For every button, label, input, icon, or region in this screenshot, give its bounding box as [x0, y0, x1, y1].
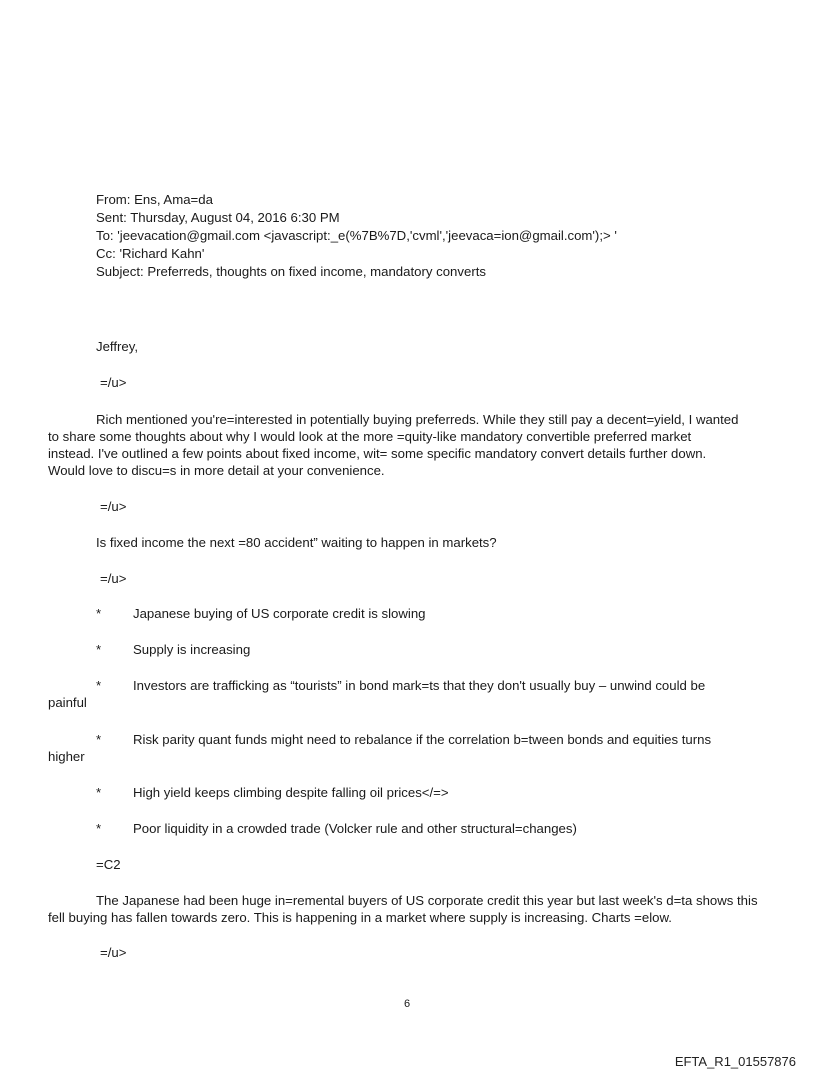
paragraph-line: to share some thoughts about why I would look at the more =quity-like mandatory convertible preferred market [48, 429, 692, 444]
encoding-artifact: =C2 [96, 857, 121, 872]
email-sent: Sent: Thursday, August 04, 2016 6:30 PM [96, 210, 340, 225]
bullet-item-wrap: painful [48, 695, 87, 710]
encoding-artifact: =/u> [100, 499, 127, 514]
email-cc: Cc: 'Richard Kahn' [96, 246, 205, 261]
paragraph-line: Would love to discu=s in more detail at your convenience. [48, 463, 385, 478]
bullet-marker: * [96, 732, 102, 747]
email-subject: Subject: Preferreds, thoughts on fixed income, mandatory converts [96, 264, 486, 279]
bullet-item-wrap: higher [48, 749, 85, 764]
document-id: EFTA_R1_01557876 [674, 1054, 796, 1069]
bullet-item: High yield keeps climbing despite falling oil prices</=> [133, 785, 449, 800]
paragraph-line: Rich mentioned you're=interested in potentially buying preferreds. While they still pay a decent=yield, I wanted [96, 412, 739, 427]
bullet-marker: * [96, 785, 102, 800]
bullet-item: Japanese buying of US corporate credit is slowing [133, 606, 426, 621]
bullet-marker: * [96, 821, 102, 836]
bullet-marker: * [96, 642, 102, 657]
bullet-item: Risk parity quant funds might need to rebalance if the correlation b=tween bonds and equities turns [133, 732, 712, 747]
email-to: To: 'jeevacation@gmail.com <javascript:_e(%7B%7D,'cvml','jeevaca=ion@gmail.com');> ' [96, 228, 617, 243]
greeting: Jeffrey, [96, 339, 139, 354]
question-heading: Is fixed income the next =80 accident” waiting to happen in markets? [96, 535, 497, 550]
paragraph-line: instead. I've outlined a few points about fixed income, wit= some specific mandatory convert details further down. [48, 446, 707, 461]
email-from: From: Ens, Ama=da [96, 192, 213, 207]
bullet-item: Investors are trafficking as “tourists” in bond mark=ts that they don't usually buy – unwind could be [133, 678, 706, 693]
encoding-artifact: =/u> [100, 375, 127, 390]
encoding-artifact: =/u> [100, 945, 127, 960]
bullet-marker: * [96, 678, 102, 693]
bullet-marker: * [96, 606, 102, 621]
bullet-item: Supply is increasing [133, 642, 251, 657]
bullet-item: Poor liquidity in a crowded trade (Volcker rule and other structural=changes) [133, 821, 577, 836]
paragraph-line: fell buying has fallen towards zero. This is happening in a market where supply is increasing. Charts =elow. [48, 910, 672, 925]
page-number: 6 [404, 998, 411, 1010]
paragraph-line: The Japanese had been huge in=remental buyers of US corporate credit this year but last week's d=ta shows this [96, 893, 758, 908]
encoding-artifact: =/u> [100, 571, 127, 586]
